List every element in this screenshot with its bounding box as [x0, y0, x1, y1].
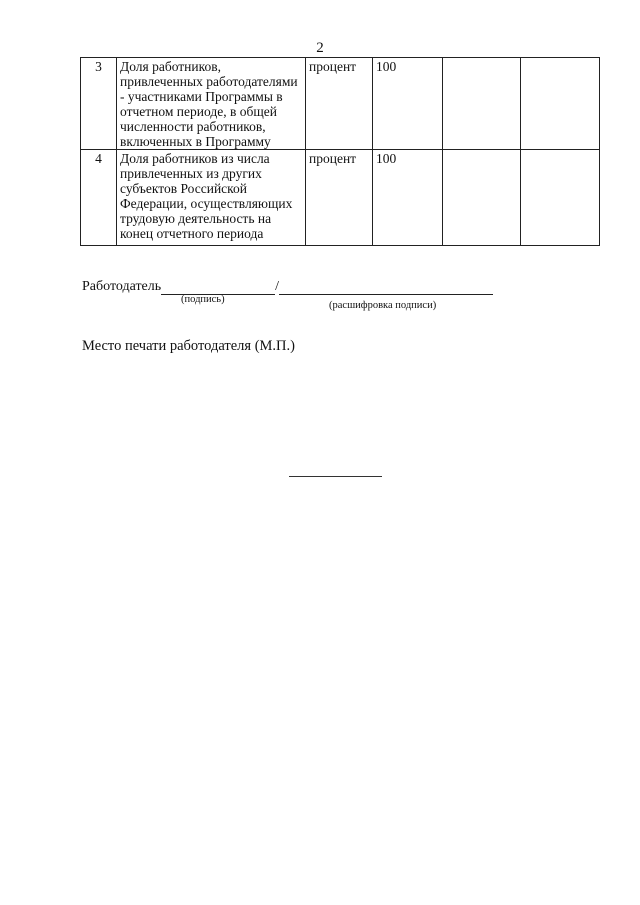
stamp-label: Место печати работодателя (М.П.) — [82, 338, 295, 354]
indicator-name-line: трудовую деятельность на — [120, 211, 272, 226]
empty-cell — [443, 58, 521, 150]
indicator-name-line: конец отчетного периода — [120, 226, 264, 241]
row-number-cell: 4 — [81, 150, 117, 246]
value-cell: 100 — [373, 150, 443, 246]
indicator-name-line: привлеченных из других — [120, 166, 262, 181]
empty-cell — [521, 150, 600, 246]
signature-hint: (подпись) — [181, 294, 225, 305]
indicator-name-cell — [117, 58, 306, 150]
indicator-name-line: субъектов Российской — [120, 181, 248, 196]
page-number: 2 — [316, 40, 324, 56]
indicator-name-line: Доля работников, — [120, 59, 222, 74]
indicator-name-line: включенных в Программу — [120, 134, 271, 149]
empty-cell — [443, 150, 521, 246]
empty-cell — [521, 58, 600, 150]
decoding-blank — [279, 282, 493, 295]
unit-cell: процент — [306, 58, 373, 150]
indicator-name-line: Федерации, осуществляющих — [120, 196, 293, 211]
value-cell: 100 — [373, 58, 443, 150]
signature-separator: / — [275, 279, 280, 294]
decoding-hint: (расшифровка подписи) — [329, 300, 437, 311]
table-row — [81, 150, 600, 246]
row-number-cell: 3 — [81, 58, 117, 150]
indicator-name-line: привлеченных работодателями — [120, 74, 298, 89]
signature-line — [82, 279, 493, 295]
unit-cell: процент — [306, 150, 373, 246]
indicator-name-cell — [117, 150, 306, 246]
indicator-name-line: отчетном периоде, в общей — [120, 104, 277, 119]
employer-label: Работодатель — [82, 279, 162, 294]
indicators-table — [80, 57, 600, 246]
indicator-name-line: Доля работников из числа — [120, 151, 270, 166]
indicator-name-line: численности работников, — [120, 119, 266, 134]
end-divider — [289, 476, 382, 477]
indicator-name-line: - участниками Программы в — [120, 89, 283, 104]
table-row — [81, 58, 600, 150]
